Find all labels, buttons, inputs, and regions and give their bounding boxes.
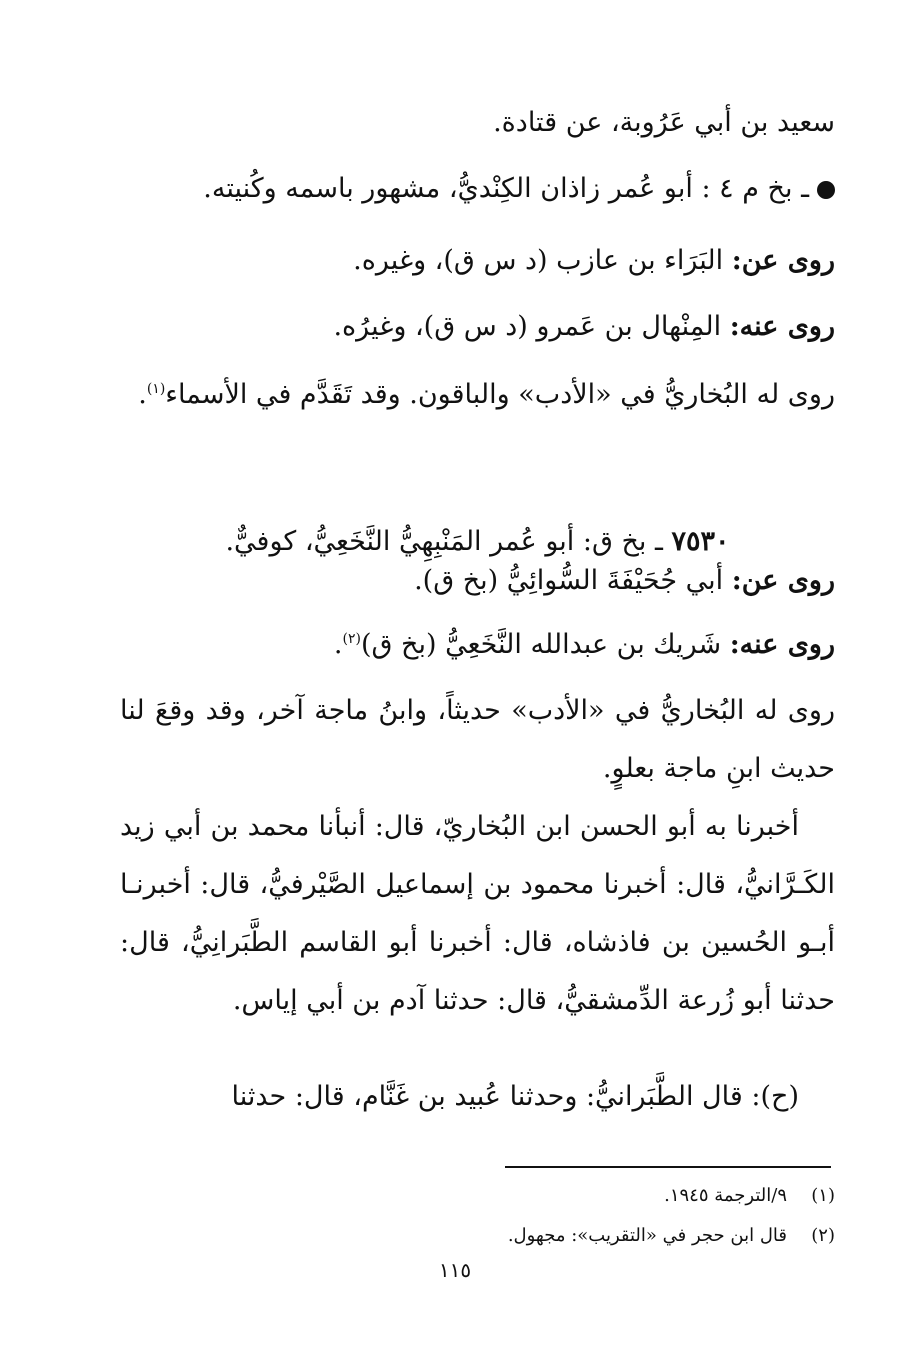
bullet-icon — [817, 181, 835, 199]
footnote-ref-2: (٢) — [342, 631, 361, 647]
narrated-by-line — [120, 298, 835, 356]
footnote-text: قال ابن حجر في «التقريب»: مجهول. — [507, 1225, 787, 1246]
narrated-by-line-2 — [120, 616, 835, 674]
footnote-number: (١) — [811, 1185, 835, 1206]
narrated-by-label: روى عنه: — [729, 629, 835, 660]
footnote-text: ٩/الترجمة ١٩٤٥. — [664, 1185, 787, 1206]
narrated-from-line — [120, 232, 835, 290]
narrated-by-text: المِنْهال بن عَمرو (د س ق)، وغيرُه. — [333, 311, 722, 342]
entry-heading-text: ـ بخ ق: أبو عُمر المَنْبِهِيُّ النَّخَعِيُّ، كوفيٌّ. — [225, 526, 663, 557]
entry-number: ٧٥٣٠ — [671, 526, 730, 557]
narrated-from-label: روى عن: — [731, 565, 835, 596]
line-continuation — [120, 94, 835, 152]
footnote-number: (٢) — [811, 1225, 835, 1246]
paragraph-ibn-majah — [120, 682, 835, 798]
paragraph-text: أخبرنا به أبو الحسن ابن البُخاريّ، قال: أنبأنا محمد بن أبي زيد الكَـرَّانيُّ، قال: أخبرنا محمود بن إسماعيل الصَّيْرفيُّ، قال: أخبرنـا أبـو الحُسين بن فاذشاه، قال: أخبرنا أبو القاسم الطَّبَرانِيُّ، قال: حدثنا أبو زُرعة الدِّمشقيُّ، قال: حدثنا آدم بن أبي إياس. — [120, 811, 835, 1016]
paragraph-end: . — [138, 379, 147, 410]
footnote-2 — [300, 1222, 835, 1250]
narrated-from-text: البَرَاء بن عازب (د س ق)، وغيره. — [353, 245, 724, 276]
line-text: سعيد بن أبي عَرُوبة، عن قتادة. — [493, 107, 835, 138]
narrated-from-line-2 — [120, 552, 835, 610]
entry-zadhan — [120, 160, 835, 218]
paragraph-text: (ح): قال الطَّبَرانيُّ: وحدثنا عُبيد بن غَنَّام، قال: حدثنا — [231, 1081, 799, 1112]
narrated-by-label: روى عنه: — [729, 311, 835, 342]
footnote-separator — [505, 1166, 831, 1168]
paragraph-ha — [120, 1068, 835, 1126]
footnote-ref-1: (١) — [146, 381, 166, 397]
paragraph-text: روى له البُخاريُّ في «الأدب» حديثاً، وابنُ ماجة آخر، وقد وقعَ لنا حديث ابنِ ماجة بعلوٍ. — [120, 695, 835, 784]
entry-heading-text: ـ بخ م ٤ : أبو عُمر زاذان الكِنْديُّ، مشهور باسمه وكُنيته. — [203, 173, 809, 204]
paragraph-isnad — [120, 798, 835, 1030]
line-end: . — [333, 629, 343, 660]
narrated-from-label: روى عن: — [731, 245, 835, 276]
narrated-by-text: شَريك بن عبدالله النَّخَعِيُّ (بخ ق) — [360, 629, 722, 660]
page-number: ١١٥ — [438, 1258, 472, 1282]
narrated-from-text: أبي جُحَيْفَةَ السُّوائِيُّ (بخ ق). — [414, 565, 724, 596]
paragraph-text: روى له البُخاريُّ في «الأدب» والباقون. وقد تَقَدَّم في الأسماء — [165, 379, 835, 410]
paragraph-bukhari-adab — [120, 366, 835, 424]
footnote-1 — [300, 1182, 835, 1210]
